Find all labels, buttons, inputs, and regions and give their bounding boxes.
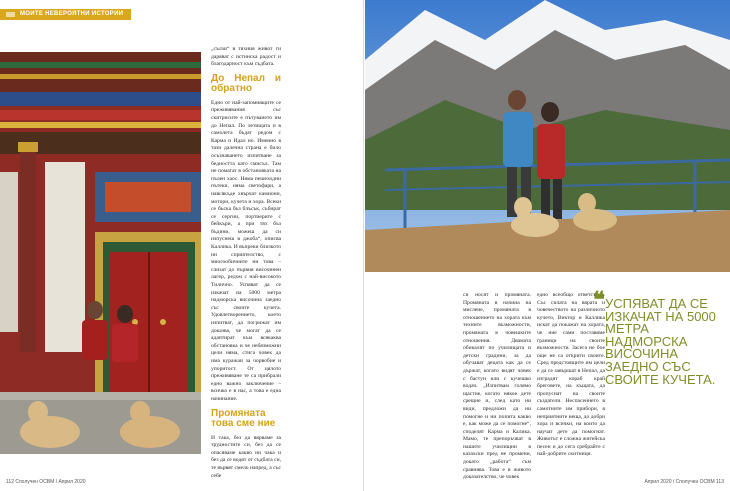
intro-paragraph: „сълзи“ в тяхния живот ги даряват с истинска радост и благодарност към съдбата.	[211, 46, 281, 68]
mountain-photo	[365, 0, 730, 272]
pull-quote-text: УСПЯВАТ ДА СЕ ИЗКАЧАТ НА 5000 МЕТРА НАДМОРСКА ВИСОЧИНА ЗАЕДНО СЪС СВОИТЕ КУЧЕТА.	[605, 296, 716, 387]
subheading-change: Промяната това сме ние	[211, 407, 276, 429]
folio-right: Април 2020 / Сполучен ОСВМ 113	[644, 479, 724, 485]
column-1	[211, 46, 281, 480]
column-2	[463, 292, 531, 482]
temple-photo	[0, 52, 201, 454]
folio-left: 112 Сполучен ОСВМ / Април 2020	[6, 479, 86, 485]
subheading-nepal: До Непал и обратно	[211, 72, 281, 94]
column-3	[537, 287, 605, 459]
body-paragraph-1: Едно от най-запомнящите се преживявания със скитрисите е пътуването им до Непал. По летищата и в самолета бъдат редом с Карма и Идал но. Именно в тази далечна страна е било осъзнаването изпитване за бедността като смисъл. Там не помагат в обстановката на пълен хаос. Няма пешеходни пътеки, няма светофари, а навсякъде хвърчат камиони, мотори, кучета и хора. Всеки се бъска бъз блъсък, събират се сергии, портиерите с бейкъри, а при тях бъз бъдини, можеш да си изпуснеш в джоба“, описва Каллика. И въпреки близкото ни сприятелство, с многообичните ни това – слизат до първия височинен лагер, редом с най-високото Тилично. Успяват да се изкачат на 5000 метра надморска височина заедно със своите кучета. Удовлетворението, което изпитват, да погрижат им доказва, че могат да се адаптират към всякаква обстановка и че небязможни цели няма, стига човек да има куражаи за чорвобие и упоритост. От цялото преживяване те са прибрали едно важно заключение – всичко е в нас, а това е една начинание.	[211, 99, 281, 402]
body-paragraph-4: едно всеобщо ответствие. Със силата на вярата и човечеството на различното кучето, Виктор и Каллика искат да покажат на хората, че ние сами поставяме граници на своите възможности. Засега не бое още не са открити своите. Сред предстоящите им цели е да се завършат в Непал, да изградят кораб край бреговете, на къщата, да пропуснат на своите създатели. Неспасението в самотните им прибори, в неприятните неща, до добри хора и всички, на които да научат дете да помогнат. Животът е сложна житейска песен и до сега сребрайте с най-добрите скитници.	[537, 292, 605, 458]
right-page	[365, 0, 730, 491]
section-tag: МОИТЕ НЕВЕРОЯТНИ ИСТОРИИ	[0, 9, 131, 20]
body-paragraph-2: И така, без да вярваме за трудностите си, без да се опасяваме какво ни чака и без да се водят от съдбата си, те вървят смело напред, а със себе	[211, 434, 281, 479]
left-page	[0, 0, 364, 491]
quote-mark-icon: ❝	[593, 287, 605, 312]
body-paragraph-3: си носят и промяната. Промяната в начина на мислене, промяната в отношението на хората към техните възможности, промяната в човешките отношения. Двамата обикалят по училищата и детски градини, за да обучават децата как да се държат, когато видят човек с бастун или с кучешко водач. „Изпитвам голямо щастие, когато някое дете срещне и, след като ни види, предложи да ни помогне и ни попита какво е, как може да се помогне“, споделят Карма и Калика. Мамо, те препоръчват в нашите училищни в казахски пред не промени, докато „работа“ съм сравнява. Това е в живото доказателство, че човек	[463, 292, 531, 481]
pull-quote	[593, 287, 723, 387]
